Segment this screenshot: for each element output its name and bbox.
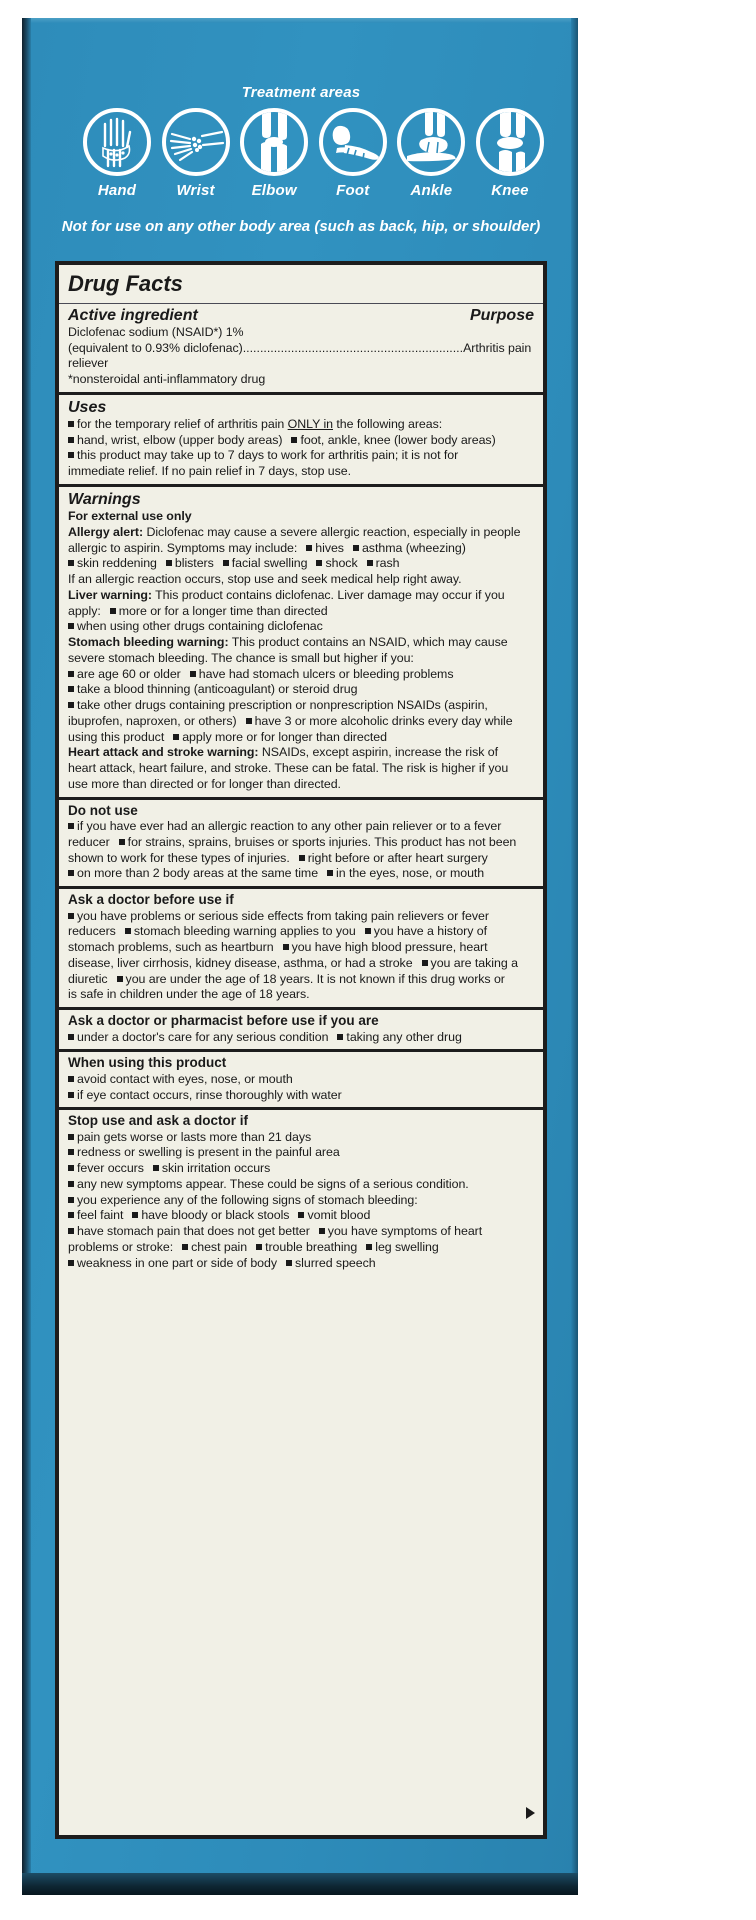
- bullet-square-icon: [283, 944, 289, 950]
- bullet-square-icon: [68, 702, 74, 708]
- allergy-symptom: asthma (wheezing): [361, 540, 466, 555]
- stop-use-bullet: chest pain: [191, 1239, 248, 1254]
- stomach-bullet: have had stomach ulcers or bleeding problems: [198, 666, 454, 681]
- bullet-square-icon: [68, 560, 74, 566]
- warnings-external-use: For external use only: [68, 509, 192, 524]
- warnings-stomach-line-7: [68, 730, 534, 746]
- do-not-use-bullet: if you have ever had an allergic reaction to any other pain reliever or to a fever: [77, 819, 502, 834]
- bullet-square-icon: [110, 608, 116, 614]
- do-not-use-line-3: [68, 851, 534, 867]
- treatment-areas-section: [31, 22, 571, 262]
- section-warnings: [59, 487, 543, 797]
- warnings-stomach-line-1: [68, 635, 534, 651]
- ask-doctor-line-2: [68, 924, 534, 940]
- treatment-area-label: Wrist: [176, 182, 215, 199]
- warnings-allergy-line-1: [68, 525, 534, 541]
- package-right-spine: [571, 18, 578, 1895]
- hand-xray-icon: [83, 108, 151, 176]
- uses-bullet-3-cont: immediate relief. If no pain relief in 7 days, stop use.: [68, 464, 352, 479]
- drug-facts-panel: [55, 261, 547, 1839]
- ask-pharmacist-bullet: taking any other drug: [346, 1029, 462, 1044]
- do-not-use-line-1: [68, 819, 534, 835]
- stomach-bullet: are age 60 or older: [77, 666, 181, 681]
- when-using-heading: When using this product: [68, 1055, 227, 1071]
- active-ingredient-equivalent: (equivalent to 0.93% diclofenac): [68, 340, 243, 355]
- treatment-areas-icon-row: [81, 108, 546, 199]
- liver-warning-label: Liver warning:: [68, 587, 152, 602]
- do-not-use-bullet-cont: reducer: [68, 834, 110, 849]
- stomach-bullet: take other drugs containing prescription or nonprescription NSAIDs (aspirin,: [77, 698, 488, 713]
- when-using-bullet: avoid contact with eyes, nose, or mouth: [77, 1071, 293, 1086]
- wrist-xray-icon: [162, 108, 230, 176]
- stop-use-line-1: [68, 1130, 534, 1146]
- treatment-area-ankle: [395, 108, 467, 199]
- warnings-stomach-line-3: [68, 667, 534, 683]
- stop-use-line-9: [68, 1256, 534, 1272]
- warnings-heading: Warnings: [68, 490, 141, 508]
- stomach-bullet: have 3 or more alcoholic drinks every day while: [254, 713, 513, 728]
- ask-doctor-heading: Ask a doctor before use if: [68, 892, 234, 908]
- elbow-xray-icon: [240, 108, 308, 176]
- heart-warning-label: Heart attack and stroke warning:: [68, 745, 259, 760]
- liver-bullet: more or for a longer time than directed: [118, 603, 328, 618]
- active-ingredient-purpose-value: Arthritis pain reliever: [68, 340, 532, 371]
- active-ingredient-line-2: [68, 341, 534, 373]
- warnings-heart-line-1: [68, 745, 534, 761]
- section-ask-doctor: [59, 889, 543, 1007]
- allergy-symptom: rash: [375, 556, 400, 571]
- stomach-bullet-cont: using this product: [68, 729, 165, 744]
- bullet-square-icon: [256, 1244, 262, 1250]
- ask-doctor-bullet-cont: reducers: [68, 924, 116, 939]
- bullet-square-icon: [68, 1197, 74, 1203]
- do-not-use-bullet: on more than 2 body areas at the same time: [77, 866, 319, 881]
- bullet-square-icon: [365, 928, 371, 934]
- stomach-bullet: apply more or for longer than directed: [182, 729, 387, 744]
- stop-use-bullet: weakness in one part or side of body: [77, 1255, 278, 1270]
- section-stop-use: [59, 1110, 543, 1275]
- bullet-square-icon: [68, 913, 74, 919]
- warnings-allergy-line-2: [68, 541, 534, 557]
- stop-use-bullet: you experience any of the following signs of stomach bleeding:: [77, 1192, 418, 1207]
- bullet-square-icon: [299, 855, 305, 861]
- bullet-square-icon: [68, 1149, 74, 1155]
- allergy-alert-label: Allergy alert:: [68, 524, 144, 539]
- section-when-using: [59, 1052, 543, 1107]
- section-do-not-use: [59, 800, 543, 886]
- warnings-allergy-line-3: [68, 556, 534, 572]
- ask-pharmacist-heading: Ask a doctor or pharmacist before use if you are: [68, 1013, 379, 1029]
- continuation-arrow-icon: [526, 1807, 535, 1819]
- ask-doctor-bullet-cont: diuretic: [68, 971, 108, 986]
- uses-bullet-2: [68, 433, 534, 449]
- not-for-use-notice: Not for use on any other body area (such as back, hip, or shoulder): [61, 218, 541, 235]
- stop-use-line-5: [68, 1193, 534, 1209]
- do-not-use-heading: Do not use: [68, 802, 138, 818]
- stop-use-line-4: [68, 1177, 534, 1193]
- uses-bullet-1: [68, 417, 534, 433]
- active-ingredient-footnote: *nonsteroidal anti-inflammatory drug: [68, 372, 266, 386]
- active-ingredient-line-1: Diclofenac sodium (NSAID*) 1%: [68, 324, 244, 339]
- liver-warning-text: This product contains diclofenac. Liver damage may occur if you: [151, 587, 505, 602]
- ask-doctor-bullet: you have a history of: [373, 924, 488, 939]
- uses-b1-pre: for the temporary relief of arthritis pain: [77, 416, 288, 431]
- stop-use-line-6: [68, 1208, 534, 1224]
- treatment-area-hand: [81, 108, 153, 199]
- section-active-ingredient: [59, 304, 543, 392]
- uses-b3: this product may take up to 7 days to work for arthritis pain; it is not for: [77, 448, 459, 463]
- stop-use-line-8: [68, 1240, 534, 1256]
- heart-warning-text: NSAIDs, except aspirin, increase the risk of: [258, 745, 498, 760]
- when-using-bullet: if eye contact occurs, rinse thoroughly with water: [77, 1087, 342, 1102]
- stop-use-bullet: pain gets worse or lasts more than 21 days: [77, 1129, 312, 1144]
- warnings-heart-line-3: use more than directed or for longer than directed.: [68, 776, 341, 791]
- bullet-square-icon: [153, 1165, 159, 1171]
- bullet-square-icon: [132, 1212, 138, 1218]
- bullet-square-icon: [68, 823, 74, 829]
- when-using-line-1: [68, 1072, 534, 1088]
- uses-b2a: hand, wrist, elbow (upper body areas): [77, 432, 283, 447]
- allergy-symptom: skin reddening: [77, 556, 157, 571]
- ankle-xray-icon: [397, 108, 465, 176]
- section-ask-pharmacist: [59, 1010, 543, 1049]
- bullet-square-icon: [337, 1034, 343, 1040]
- stop-use-heading: Stop use and ask a doctor if: [68, 1113, 249, 1129]
- uses-heading: Uses: [68, 398, 107, 416]
- bullet-square-icon: [316, 560, 322, 566]
- ask-pharmacist-bullet: under a doctor's care for any serious condition: [77, 1029, 329, 1044]
- bullet-square-icon: [291, 437, 297, 443]
- bullet-square-icon: [68, 1076, 74, 1082]
- drug-facts-title: Drug Facts: [68, 271, 183, 296]
- warnings-allergy-line-4: If an allergic reaction occurs, stop use and seek medical help right away.: [68, 572, 462, 587]
- liver-bullet: when using other drugs containing diclofenac: [77, 619, 323, 634]
- bullet-square-icon: [68, 623, 74, 629]
- active-ingredient-heading: Active ingredient: [68, 306, 198, 324]
- stop-use-bullet-cont: problems or stroke:: [68, 1239, 174, 1254]
- treatment-area-elbow: [238, 108, 310, 199]
- stop-use-bullet: trouble breathing: [265, 1239, 358, 1254]
- stop-use-bullet: feel faint: [77, 1208, 124, 1223]
- bullet-square-icon: [68, 452, 74, 458]
- bullet-square-icon: [68, 1212, 74, 1218]
- allergy-alert-text: Diclofenac may cause a severe allergic reaction, especially in people: [143, 524, 521, 539]
- bullet-square-icon: [68, 1260, 74, 1266]
- allergy-symptoms-intro: allergic to aspirin. Symptoms may include:: [68, 540, 298, 555]
- uses-b2b: foot, ankle, knee (lower body areas): [300, 432, 496, 447]
- treatment-area-label: Ankle: [410, 182, 453, 199]
- bullet-square-icon: [68, 1034, 74, 1040]
- bullet-square-icon: [68, 671, 74, 677]
- treatment-area-wrist: [160, 108, 232, 199]
- stop-use-bullet: leg swelling: [375, 1239, 439, 1254]
- treatment-area-label: Knee: [491, 182, 529, 199]
- bullet-square-icon: [367, 560, 373, 566]
- bullet-square-icon: [173, 734, 179, 740]
- warnings-stomach-line-6: [68, 714, 534, 730]
- bullet-square-icon: [422, 960, 428, 966]
- stop-use-bullet: any new symptoms appear. These could be signs of a serious condition.: [77, 1176, 469, 1191]
- stomach-warning-text: This product contains an NSAID, which may cause: [228, 635, 508, 650]
- stop-use-bullet: vomit blood: [307, 1208, 371, 1223]
- do-not-use-bullet: for strains, sprains, bruises or sports injuries. This product has not been: [127, 834, 517, 849]
- ask-doctor-bullet-cont: disease, liver cirrhosis, kidney disease, asthma, or had a stroke: [68, 955, 413, 970]
- ask-doctor-bullet: stomach bleeding warning applies to you: [133, 924, 356, 939]
- stop-use-bullet: skin irritation occurs: [161, 1161, 271, 1176]
- ask-doctor-bullet: you have problems or serious side effects from taking pain relievers or fever: [77, 908, 489, 923]
- ask-doctor-bullet: you have high blood pressure, heart: [291, 940, 488, 955]
- bullet-square-icon: [125, 928, 131, 934]
- do-not-use-bullet: right before or after heart surgery: [307, 850, 488, 865]
- section-uses: [59, 395, 543, 484]
- stop-use-bullet: slurred speech: [295, 1255, 376, 1270]
- stop-use-line-7: [68, 1224, 534, 1240]
- stop-use-bullet: have stomach pain that does not get better: [77, 1224, 310, 1239]
- bullet-square-icon: [353, 545, 359, 551]
- bullet-square-icon: [119, 839, 125, 845]
- ask-pharmacist-line-1: [68, 1030, 534, 1046]
- liver-apply-label: apply:: [68, 603, 101, 618]
- bullet-square-icon: [190, 671, 196, 677]
- bullet-square-icon: [166, 560, 172, 566]
- bullet-square-icon: [117, 976, 123, 982]
- stop-use-bullet: redness or swelling is present in the painful area: [77, 1145, 340, 1160]
- warnings-liver-line-1: [68, 588, 534, 604]
- ask-doctor-bullet-cont: stomach problems, such as heartburn: [68, 940, 274, 955]
- bullet-square-icon: [68, 1228, 74, 1234]
- bullet-square-icon: [366, 1244, 372, 1250]
- do-not-use-line-2: [68, 835, 534, 851]
- drug-facts-title-block: [59, 265, 543, 303]
- ask-doctor-line-3: [68, 940, 534, 956]
- bullet-square-icon: [68, 437, 74, 443]
- treatment-area-label: Hand: [97, 182, 137, 199]
- bullet-square-icon: [327, 870, 333, 876]
- stop-use-bullet: you have symptoms of heart: [327, 1224, 483, 1239]
- bullet-square-icon: [223, 560, 229, 566]
- ask-doctor-bullet: you are under the age of 18 years. It is not known if this drug works or: [125, 971, 505, 986]
- bullet-square-icon: [298, 1212, 304, 1218]
- bullet-square-icon: [68, 1134, 74, 1140]
- uses-b1-underline: ONLY in: [287, 416, 333, 431]
- bullet-square-icon: [246, 718, 252, 724]
- foot-xray-icon: [319, 108, 387, 176]
- when-using-line-2: [68, 1088, 534, 1104]
- product-package-panel: [22, 18, 578, 1895]
- stomach-bullet-cont: ibuprofen, naproxen, or others): [68, 713, 237, 728]
- ask-doctor-line-4: [68, 956, 534, 972]
- package-left-spine: [22, 18, 31, 1895]
- bullet-square-icon: [68, 421, 74, 427]
- uses-bullet-3: [68, 448, 534, 464]
- treatment-area-label: Elbow: [251, 182, 297, 199]
- bullet-square-icon: [68, 686, 74, 692]
- allergy-symptom: facial swelling: [231, 556, 308, 571]
- treatment-area-label: Foot: [336, 182, 370, 199]
- treatment-area-knee: [474, 108, 546, 199]
- knee-xray-icon: [476, 108, 544, 176]
- package-bottom-edge: [22, 1873, 578, 1895]
- bullet-square-icon: [68, 870, 74, 876]
- warnings-liver-line-2: [68, 604, 534, 620]
- allergy-symptom: shock: [325, 556, 358, 571]
- stop-use-line-3: [68, 1161, 534, 1177]
- warnings-heart-line-2: heart attack, heart failure, and stroke. These can be fatal. The risk is higher if you: [68, 761, 509, 776]
- allergy-symptom: hives: [315, 540, 344, 555]
- bullet-square-icon: [68, 1092, 74, 1098]
- uses-b1-post: the following areas:: [333, 416, 443, 431]
- warnings-stomach-line-4: [68, 682, 534, 698]
- allergy-symptom: blisters: [174, 556, 214, 571]
- do-not-use-bullet: in the eyes, nose, or mouth: [336, 866, 485, 881]
- ask-doctor-bullet: you are taking a: [430, 955, 518, 970]
- treatment-area-foot: [317, 108, 389, 199]
- leader-dots: ................................................................: [242, 340, 464, 355]
- stop-use-bullet: have bloody or black stools: [141, 1208, 290, 1223]
- do-not-use-line-4: [68, 866, 534, 882]
- bullet-square-icon: [182, 1244, 188, 1250]
- bullet-square-icon: [306, 545, 312, 551]
- ask-doctor-line-1: [68, 909, 534, 925]
- warnings-liver-line-3: [68, 619, 534, 635]
- stomach-warning-label: Stomach bleeding warning:: [68, 635, 229, 650]
- do-not-use-bullet-cont: shown to work for these types of injuries.: [68, 850, 290, 865]
- bullet-square-icon: [286, 1260, 292, 1266]
- bullet-square-icon: [319, 1228, 325, 1234]
- purpose-heading: Purpose: [469, 306, 534, 324]
- bullet-square-icon: [68, 1165, 74, 1171]
- warnings-stomach-line-5: [68, 698, 534, 714]
- ask-doctor-line-5: [68, 972, 534, 988]
- warnings-stomach-line-2: severe stomach bleeding. The chance is small but higher if you:: [68, 650, 414, 665]
- treatment-areas-title: Treatment areas: [241, 84, 361, 101]
- stop-use-bullet: fever occurs: [77, 1161, 144, 1176]
- stop-use-line-2: [68, 1145, 534, 1161]
- stomach-bullet: take a blood thinning (anticoagulant) or steroid drug: [77, 682, 358, 697]
- bullet-square-icon: [68, 1181, 74, 1187]
- ask-doctor-line-6: is safe in children under the age of 18 years.: [68, 987, 310, 1002]
